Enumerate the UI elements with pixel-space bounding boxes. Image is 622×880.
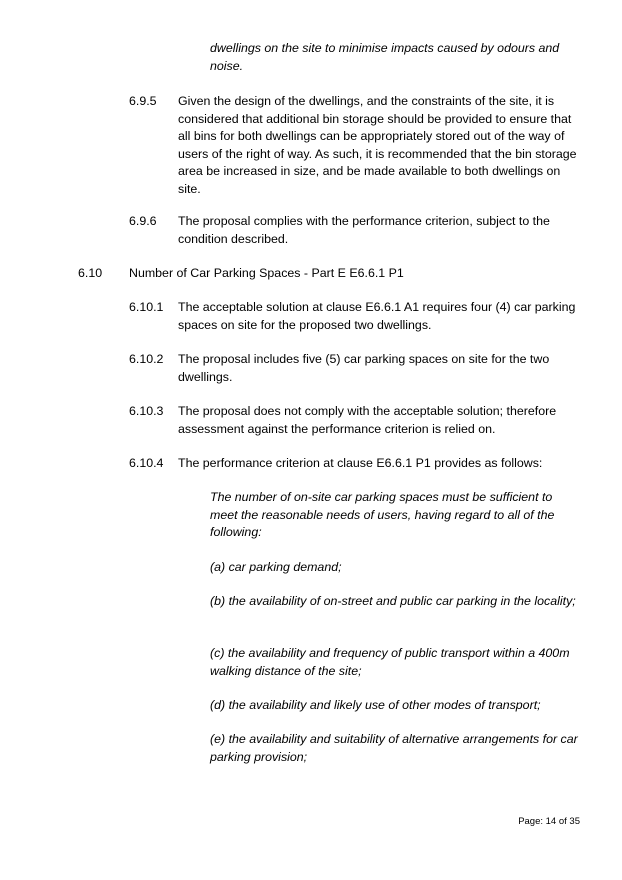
criterion-item-b: (b) the availability of on-street and public car parking in the locality; <box>210 594 576 608</box>
paragraph-number-6-10-3: 6.10.3 <box>129 404 164 418</box>
paragraph-text-6-10-3: The proposal does not comply with the acceptable solution; therefore assessment against the performance criterion is relied on. <box>178 404 557 436</box>
section-title: Number of Car Parking Spaces - Part E E6.6.1 P1 <box>129 266 404 280</box>
criterion-item-a: (a) car parking demand; <box>210 560 342 574</box>
section-number: 6.10 <box>78 266 103 280</box>
paragraph-text-6-9-5: Given the design of the dwellings, and the constraints of the site, it is considered that additional bin storage should be provided to ensure that all bins for both dwellings can be appropriately stored out of the way of users of the right of way. As such, it is recommended that the bin storage area be increased in size, and be made available to both dwellings on site. <box>178 94 577 196</box>
paragraph-number-6-10-1: 6.10.1 <box>129 300 164 314</box>
paragraph-text-6-9-6: The proposal complies with the performance criterion, subject to the condition described. <box>178 214 550 246</box>
page-number: Page: 14 of 35 <box>518 816 580 827</box>
paragraph-text-6-10-4: The performance criterion at clause E6.6.1 P1 provides as follows: <box>178 456 543 470</box>
paragraph-number-6-10-2: 6.10.2 <box>129 352 164 366</box>
paragraph-number-6-9-6: 6.9.6 <box>129 214 157 228</box>
paragraph-text-6-10-2: The proposal includes five (5) car parking spaces on site for the two dwellings. <box>178 352 550 384</box>
paragraph-number-6-10-4: 6.10.4 <box>129 456 164 470</box>
paragraph-text-6-10-1: The acceptable solution at clause E6.6.1 A1 requires four (4) car parking spaces on site for the proposed two dwellings. <box>178 300 576 332</box>
criterion-item-d: (d) the availability and likely use of other modes of transport; <box>210 698 541 712</box>
criterion-intro: The number of on-site car parking spaces must be sufficient to meet the reasonable needs of users, having regard to all of the following: <box>210 490 555 540</box>
criterion-item-c: (c) the availability and frequency of public transport within a 400m walking distance of the site; <box>210 646 570 678</box>
continued-quote: dwellings on the site to minimise impacts caused by odours and noise. <box>210 41 560 73</box>
criterion-item-e: (e) the availability and suitability of alternative arrangements for car parking provision; <box>210 732 578 764</box>
paragraph-number-6-9-5: 6.9.5 <box>129 94 157 108</box>
